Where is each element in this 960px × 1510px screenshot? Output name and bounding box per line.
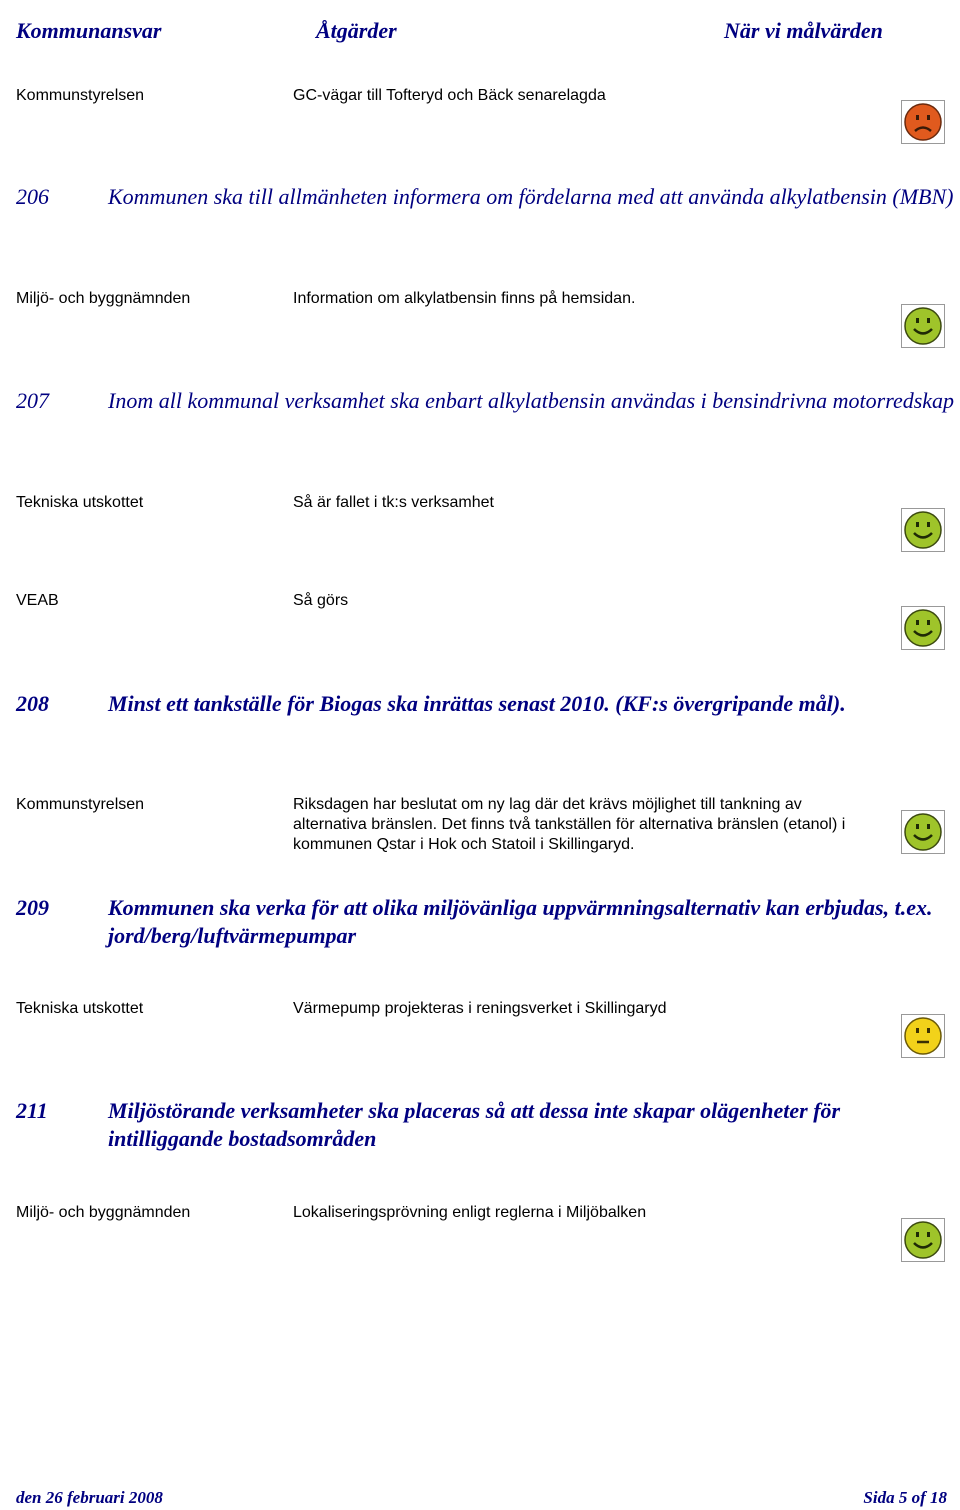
responsible-label: Tekniska utskottet: [16, 1000, 144, 1017]
header-actions: Åtgärder: [316, 18, 397, 43]
action-text: GC-vägar till Tofteryd och Bäck senarelagda: [293, 87, 606, 104]
action-text: Lokaliseringsprövning enligt reglerna i Miljöbalken: [293, 1204, 647, 1221]
happy-face-icon: [901, 1218, 945, 1262]
goal-text: Miljöstörande verksamheter ska placeras så att dessa inte skapar olägenheter för intilliggande bostadsområden: [108, 1098, 841, 1151]
responsible-label: Kommunstyrelsen: [16, 796, 145, 813]
action-text: Information om alkylatbensin finns på hemsidan.: [293, 290, 636, 307]
action-text: Värmepump projekteras i reningsverket i Skillingaryd: [293, 1000, 667, 1017]
responsible-label: Kommunstyrelsen: [16, 87, 145, 104]
responsible-label: Miljö- och byggnämnden: [16, 1204, 191, 1221]
responsible-label: Tekniska utskottet: [16, 494, 144, 511]
responsible-label: VEAB: [16, 592, 59, 609]
goal-text: Kommunen ska till allmänheten informera om fördelarna med att använda alkylatbensin (MBN): [108, 184, 954, 209]
happy-face-icon: [901, 606, 945, 650]
goal-number: 209: [16, 895, 49, 920]
header-target: När vi målvärden: [724, 18, 883, 43]
goal-number: 207: [16, 388, 49, 413]
responsible-label: Miljö- och byggnämnden: [16, 290, 191, 307]
action-text: Så är fallet i tk:s verksamhet: [293, 494, 494, 511]
action-text: Riksdagen har beslutat om ny lag där det krävs möjlighet till tankning av alternativa bränslen. Det finns två tankställen för alternativa bränslen (etanol) i kommunen Qstar i Hok och Statoil i Skillingaryd.: [293, 796, 846, 853]
sad-face-icon: [901, 100, 945, 144]
happy-face-icon: [901, 810, 945, 854]
goal-text: Kommunen ska verka för att olika miljövänliga uppvärmningsalternativ kan erbjudas, t.ex. jord/berg/luftvärmepumpar: [108, 895, 933, 948]
goal-number: 206: [16, 184, 49, 209]
goal-text: Minst ett tankställe för Biogas ska inrättas senast 2010. (KF:s övergripande mål).: [108, 691, 846, 716]
header-responsible: Kommunansvar: [16, 18, 162, 43]
goal-number: 211: [16, 1098, 48, 1123]
neutral-face-icon: [901, 1014, 945, 1058]
action-text: Så görs: [293, 592, 349, 609]
footer-page-number: Sida 5 of 18: [863, 1488, 947, 1507]
happy-face-icon: [901, 508, 945, 552]
footer-date: den 26 februari 2008: [16, 1488, 163, 1507]
goal-text: Inom all kommunal verksamhet ska enbart alkylatbensin användas i bensindrivna motorredskap: [108, 388, 955, 413]
goal-number: 208: [16, 691, 49, 716]
happy-face-icon: [901, 304, 945, 348]
